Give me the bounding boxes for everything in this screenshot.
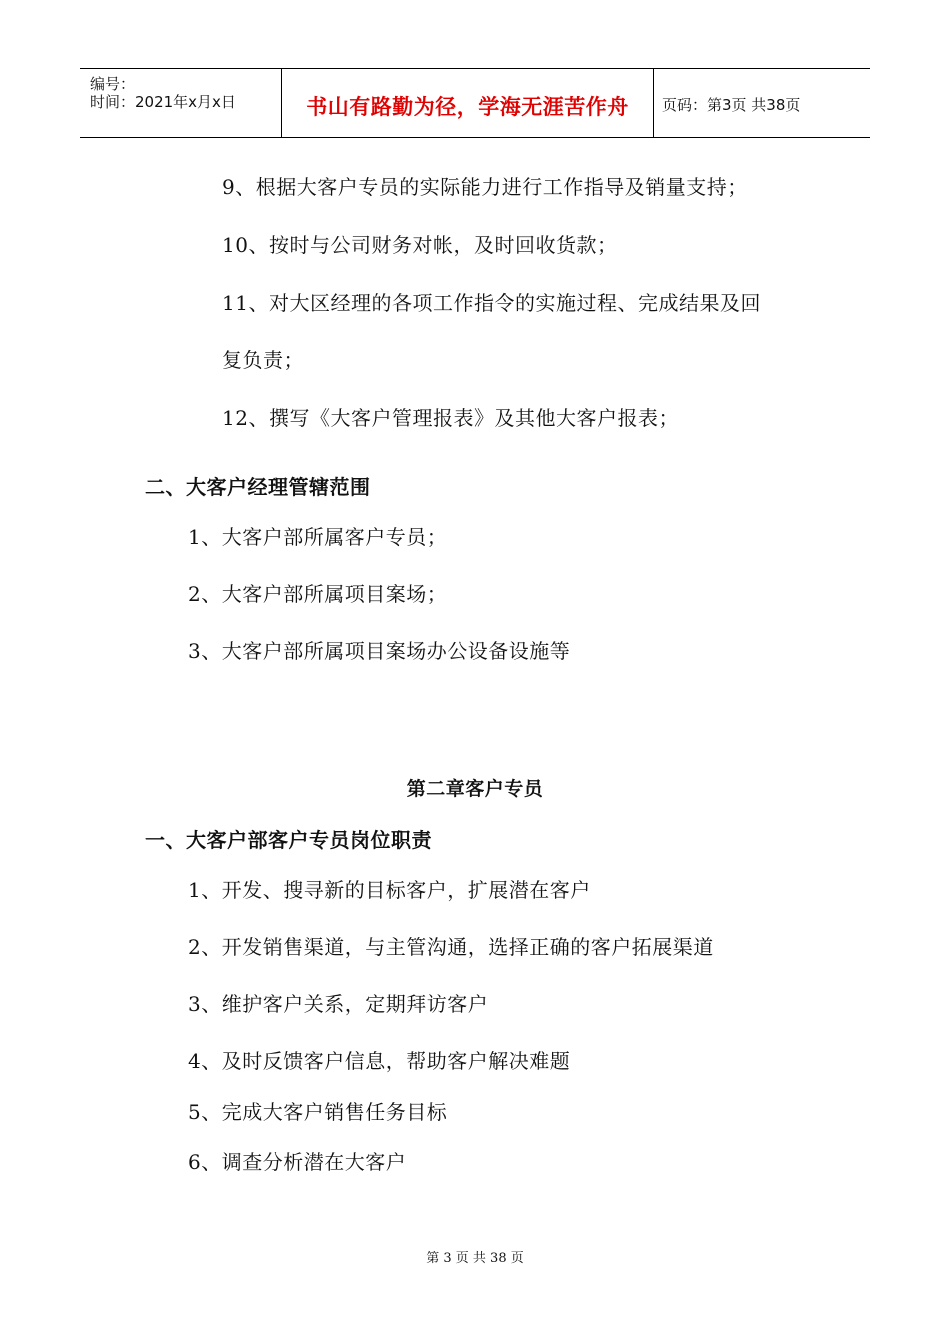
header-motto: 书山有路勤为径，学海无涯苦作舟 (306, 95, 629, 119)
list-item: 3、大客户部所属项目案场办公设备设施等 (188, 639, 571, 663)
list-item: 9、根据大客户专员的实际能力进行工作指导及销量支持； (222, 175, 748, 199)
list-item: 4、及时反馈客户信息，帮助客户解决难题 (188, 1049, 571, 1073)
list-item: 2、大客户部所属项目案场； (188, 582, 448, 606)
header-motto-cell (282, 69, 654, 137)
list-item-continuation: 复负责； (222, 348, 304, 372)
list-item: 6、调查分析潜在大客户 (188, 1150, 407, 1174)
list-item: 1、大客户部所属客户专员； (188, 525, 448, 549)
section-heading-duties: 一、大客户部客户专员岗位职责 (145, 828, 432, 852)
document-time-label: 时间：2021年x月x日 (90, 93, 236, 111)
list-item: 12、撰写《大客户管理报表》及其他大客户报表； (222, 406, 679, 430)
header-page-cell (654, 69, 870, 137)
list-item: 11、对大区经理的各项工作指令的实施过程、完成结果及回 (222, 291, 761, 315)
section-heading-scope: 二、大客户经理管辖范围 (145, 475, 371, 499)
header-info-cell (80, 69, 282, 137)
chapter-title: 第二章客户专员 (406, 778, 544, 800)
list-item: 5、完成大客户销售任务目标 (188, 1100, 448, 1124)
page-footer: 第 3 页 共 38 页 (426, 1251, 524, 1266)
list-item: 10、按时与公司财务对帐，及时回收货款； (222, 233, 618, 257)
header-page-number: 页码：第3页 共38页 (662, 96, 801, 114)
list-item: 1、开发、搜寻新的目标客户，扩展潜在客户 (188, 878, 591, 902)
page-header (80, 68, 870, 138)
list-item: 3、维护客户关系，定期拜访客户 (188, 992, 489, 1016)
document-number-label: 编号： (90, 75, 136, 93)
list-item: 2、开发销售渠道，与主管沟通，选择正确的客户拓展渠道 (188, 935, 714, 959)
